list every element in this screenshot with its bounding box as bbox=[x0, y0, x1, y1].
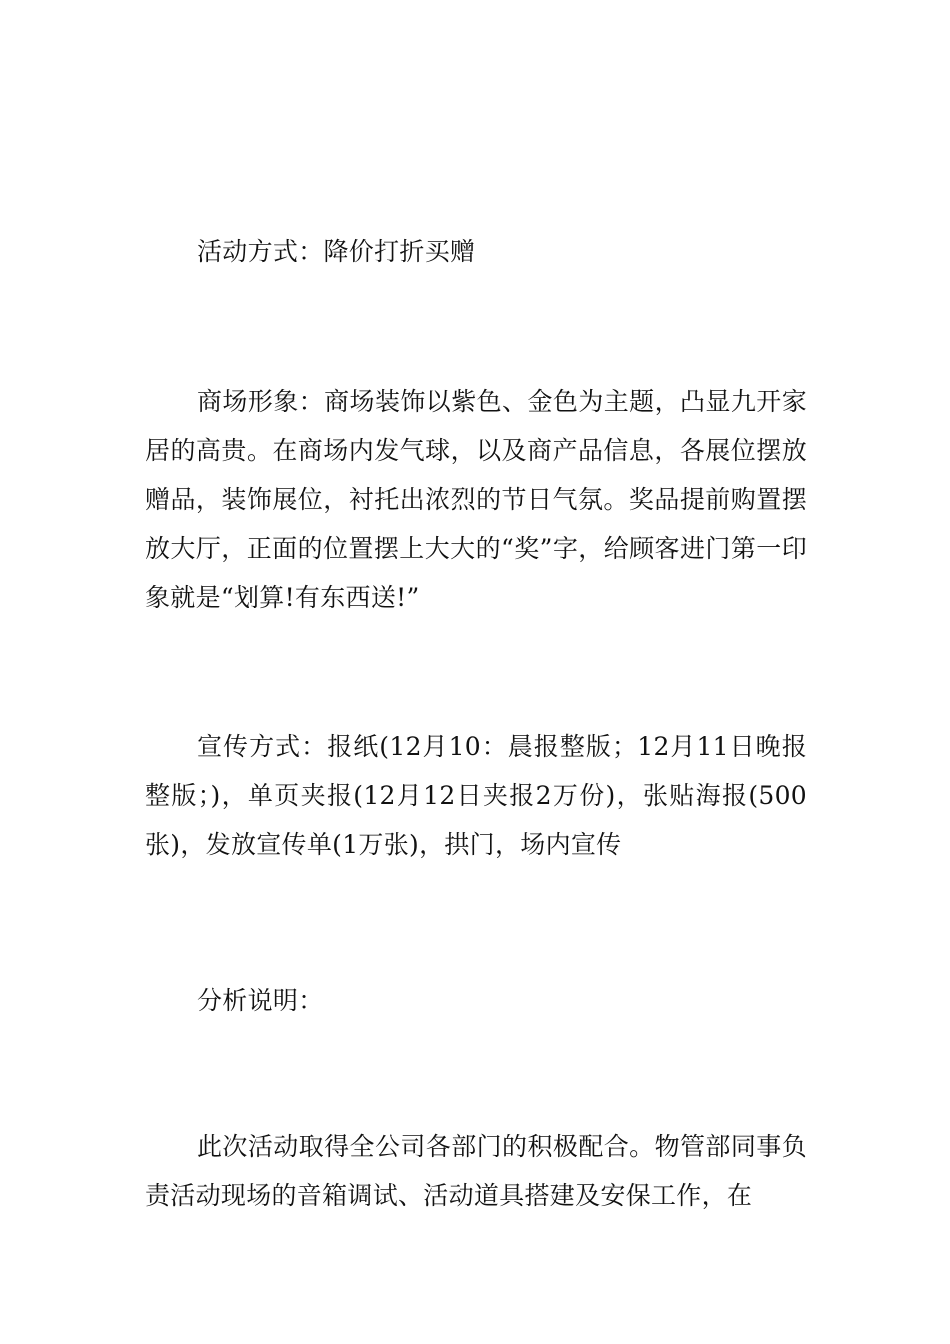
paragraph-analysis-body: 此次活动取得全公司各部门的积极配合。物管部同事负责活动现场的音箱调试、活动道具搭建及安保工作，在 bbox=[145, 1132, 807, 1210]
paragraph-analysis-heading: 分析说明： bbox=[197, 986, 324, 1015]
paragraph-promotion-method: 宣传方式：报纸(12月10：晨报整版；12月11日晚报整版；)，单页夹报(12月12日夹报2万份)，张贴海报(500张)，发放宣传单(1万张)，拱门，场内宣传 bbox=[145, 732, 807, 859]
paragraph-store-image: 商场形象：商场装饰以紫色、金色为主题，凸显九开家居的高贵。在商场内发气球，以及商产品信息，各展位摆放赠品，装饰展位，衬托出浓烈的节日气氛。奖品提前购置摆放大厅，正面的位置摆上大大的“奖”字，给顾客进门第一印象就是“划算!有东西送!” bbox=[145, 387, 807, 612]
paragraph-activity-method: 活动方式：降价打折买赠 bbox=[197, 237, 476, 266]
